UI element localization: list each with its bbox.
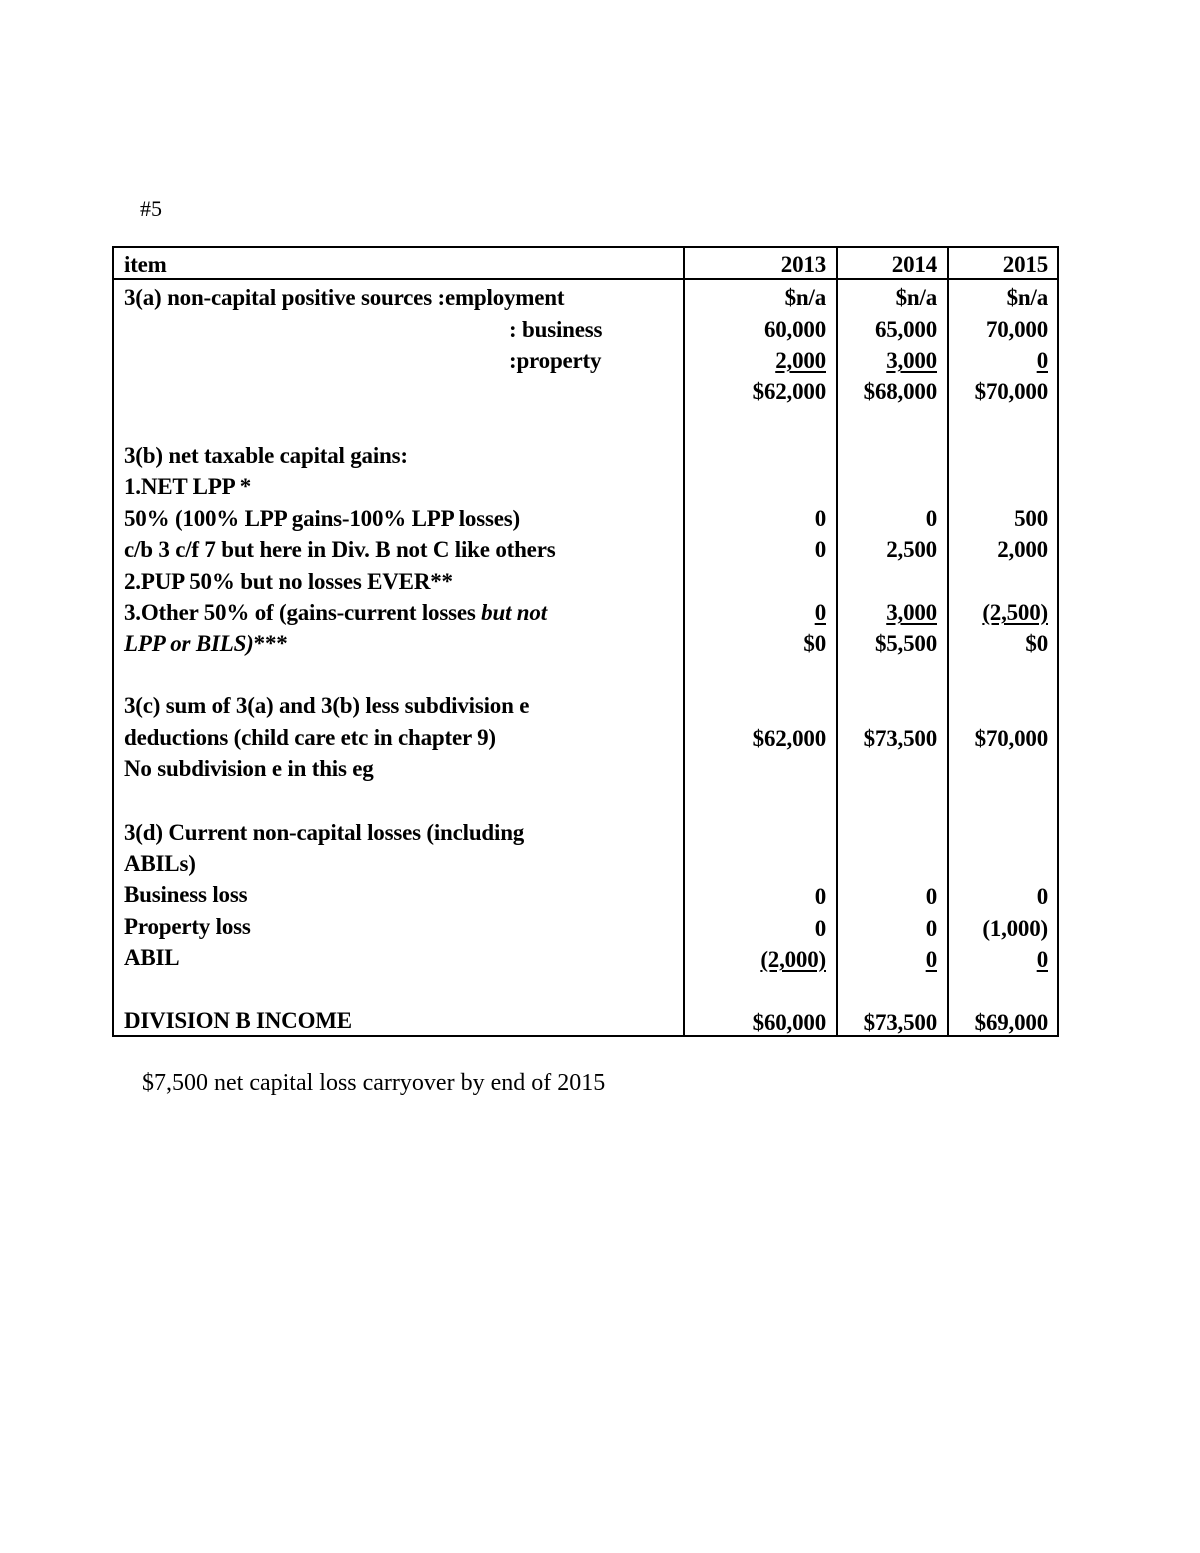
row-pup-label: 2.PUP 50% but no losses EVER** [124,569,453,594]
row-lpp50-2014: 0 [925,506,937,531]
row-cb-2015: 2,000 [997,537,1048,562]
row-cb-2013: 0 [814,537,826,562]
row-3c-label-line2: deductions (child care etc in chapter 9) [124,725,496,750]
row-divb-label: DIVISION B INCOME [124,1008,352,1033]
row-3d-label-line2: ABILs) [124,851,196,876]
row-3a-total-2013: $62,000 [752,379,826,404]
row-lpp-bils-italic: LPP or BILS) [124,631,254,656]
row-3c-2014: $73,500 [863,726,937,751]
row-abil-label: ABIL [124,945,180,970]
header-2015: 2015 [1002,252,1048,277]
header-item: item [124,252,167,277]
header-2014: 2014 [891,252,937,277]
row-3a-label: 3(a) non-capital positive sources :employment [124,285,565,310]
row-business-2013: 60,000 [763,317,826,342]
row-proploss-2015: (1,000) [982,916,1048,941]
row-lpp50-label: 50% (100% LPP gains-100% LPP losses) [124,506,520,531]
row-3a-2013: $n/a [784,285,826,310]
row-3c-label-line1: 3(c) sum of 3(a) and 3(b) less subdivision e [124,693,530,718]
column-divider [683,248,685,1035]
row-abil-2015: 0 [1036,947,1048,972]
row-proploss-label: Property loss [124,914,251,939]
column-divider [836,248,838,1035]
row-cb-2014: 2,500 [886,537,937,562]
row-3c-2015: $70,000 [974,726,1048,751]
row-proploss-2013: 0 [814,916,826,941]
row-divb-2014: $73,500 [863,1010,937,1035]
row-business-2015: 70,000 [985,317,1048,342]
row-3a-total-2014: $68,000 [863,379,937,404]
row-3c-2013: $62,000 [752,726,826,751]
row-other-2014: 3,000 [886,600,937,625]
row-other-2015: (2,500) [982,600,1048,625]
row-divb-2015: $69,000 [974,1010,1048,1035]
row-3a-total-2015: $70,000 [974,379,1048,404]
row-proploss-2014: 0 [925,916,937,941]
document-heading: #5 [140,196,162,221]
row-3b-total-2013: $0 [803,631,826,656]
row-other-label-text: 3.Other 50% of (gains-current losses [124,600,482,625]
row-business-2014: 65,000 [874,317,937,342]
row-3b-total-2014: $5,500 [874,631,937,656]
row-business-label: : business [509,317,603,342]
row-3b-total-2015: $0 [1025,631,1048,656]
row-3b-label: 3(b) net taxable capital gains: [124,443,408,468]
row-bizloss-2014: 0 [925,884,937,909]
row-lpp50-2013: 0 [814,506,826,531]
column-divider [947,248,949,1035]
row-property-label: :property [509,348,602,373]
row-3d-label-line1: 3(d) Current non-capital losses (including [124,820,525,845]
row-other-label-italic: but not [481,600,547,625]
row-property-2014: 3,000 [886,348,937,373]
division-b-income-table [112,246,1059,1037]
row-cb-label: c/b 3 c/f 7 but here in Div. B not C like others [124,537,556,562]
row-abil-2014: 0 [925,947,937,972]
row-bizloss-2015: 0 [1036,884,1048,909]
row-lpp-bils-text: *** [253,631,288,656]
row-other-2013: 0 [814,600,826,625]
row-lpp50-2015: 500 [1014,506,1048,531]
row-property-2015: 0 [1036,348,1048,373]
footer-note: $7,500 net capital loss carryover by end of 2015 [142,1070,606,1096]
row-divb-2013: $60,000 [752,1010,826,1035]
row-3c-label-line3: No subdivision e in this eg [124,756,374,781]
row-abil-2013: (2,000) [760,947,826,972]
row-other-label [124,598,547,628]
row-property-2013: 2,000 [775,348,826,373]
row-bizloss-2013: 0 [814,884,826,909]
row-3a-2014: $n/a [895,285,937,310]
row-lpp-bils-label [124,629,288,659]
row-3a-2015: $n/a [1006,285,1048,310]
header-2013: 2013 [780,252,826,277]
row-bizloss-label: Business loss [124,882,248,907]
row-netlpp-label: 1.NET LPP * [124,474,252,499]
